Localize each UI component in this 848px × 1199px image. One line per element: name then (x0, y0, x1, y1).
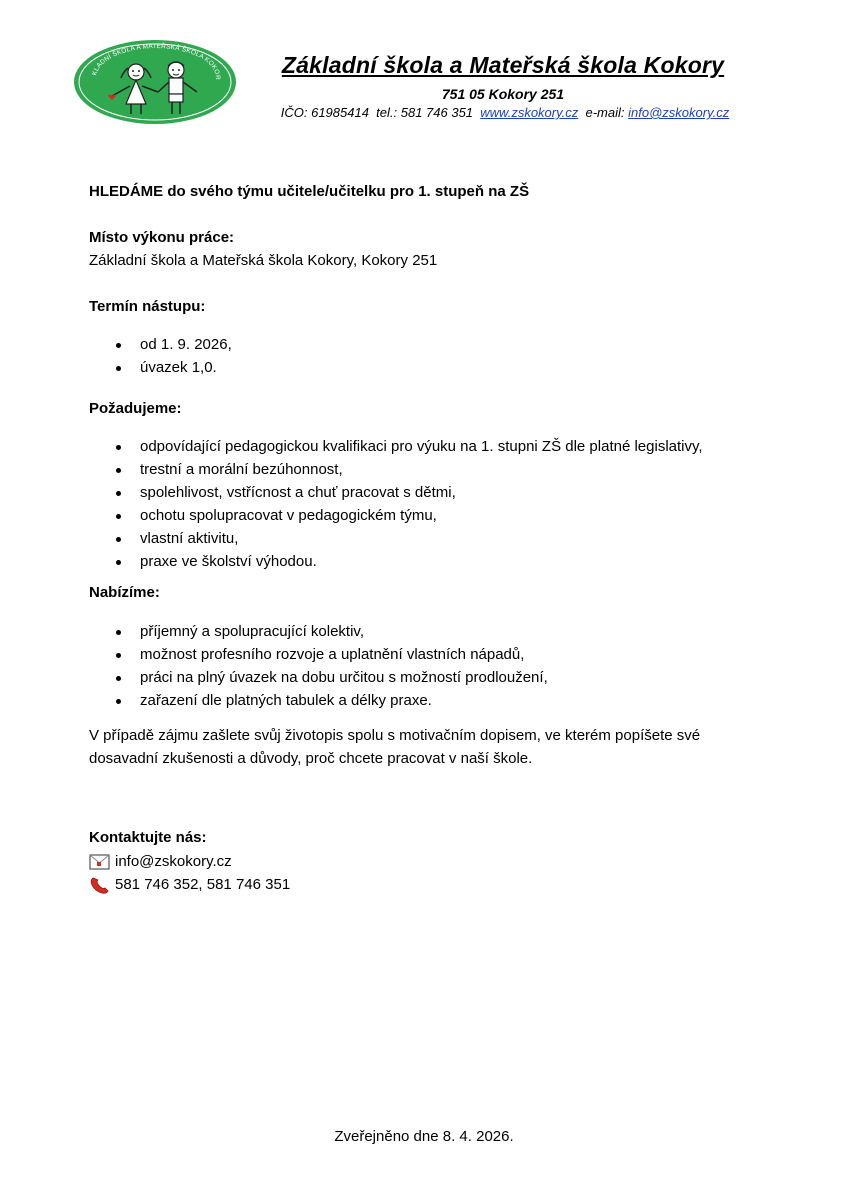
list-item: příjemný a spolupracující kolektiv, (89, 620, 769, 643)
school-address: 751 05 Kokory 251 (441, 86, 565, 102)
place-text: Základní škola a Mateřská škola Kokory, Kokory 251 (89, 252, 438, 269)
website-link[interactable]: www.zskokory.cz (480, 105, 579, 120)
list-item: ochotu spolupracovat v pedagogickém týmu, (89, 504, 769, 527)
list-item: práci na plný úvazek na dobu určitou s možností prodloužení, (89, 666, 769, 689)
list-item: trestní a morální bezúhonnost, (89, 458, 769, 481)
requirements-list (89, 435, 769, 573)
contact-phone-line (89, 873, 769, 896)
list-item: vlastní aktivitu, (89, 527, 769, 550)
contact-heading: Kontaktujte nás: (89, 829, 207, 846)
list-item: zařazení dle platných tabulek a délky praxe. (89, 689, 769, 712)
phone-icon (89, 876, 111, 894)
school-name: Základní škola a Mateřská škola Kokory (281, 52, 725, 78)
contact-email-line (89, 850, 769, 873)
list-item: odpovídající pedagogickou kvalifikaci pro výuku na 1. stupni ZŠ dle platné legislativy, (89, 435, 769, 458)
school-logo (72, 38, 238, 126)
job-headline: HLEDÁME do svého týmu učitele/učitelku pro 1. stupeň na ZŠ (89, 183, 530, 200)
start-heading: Termín nástupu: (89, 298, 206, 315)
logo-arc-text: KLADNÍ ŠKOLA A MATEŘSKÁ ŠKOLA KOKOR (91, 42, 222, 80)
application-text: V případě zájmu zašlete svůj životopis spolu s motivačním dopisem, ve kterém popíšete své dosavadní zkušenosti a důvody, proč chcete pracovat v naší škole. (89, 727, 701, 767)
place-heading: Místo výkonu práce: (89, 229, 235, 246)
published-date: Zveřejněno dne 8. 4. 2026. (334, 1128, 514, 1145)
envelope-icon (89, 853, 111, 871)
email-link[interactable]: info@zskokory.cz (628, 105, 730, 120)
list-item: spolehlivost, vstřícnost a chuť pracovat s dětmi, (89, 481, 769, 504)
ico-number: IČO: 61985414 (280, 105, 369, 120)
email-label: e-mail: (585, 105, 625, 120)
list-item: možnost profesního rozvoje a uplatnění vlastních nápadů, (89, 643, 769, 666)
phone-number: tel.: 581 746 351 (376, 105, 474, 120)
school-logo-graphic (72, 38, 238, 126)
offer-list (89, 620, 769, 712)
start-list (89, 333, 769, 379)
requirements-heading: Požadujeme: (89, 400, 182, 417)
list-item: od 1. 9. 2026, (89, 333, 769, 356)
list-item: úvazek 1,0. (89, 356, 769, 379)
offer-heading: Nabízíme: (89, 584, 160, 601)
list-item: praxe ve školství výhodou. (89, 550, 769, 573)
contact-phones: 581 746 352, 581 746 351 (115, 876, 291, 893)
contact-email[interactable]: info@zskokory.cz (115, 853, 232, 870)
school-contacts (260, 105, 750, 120)
